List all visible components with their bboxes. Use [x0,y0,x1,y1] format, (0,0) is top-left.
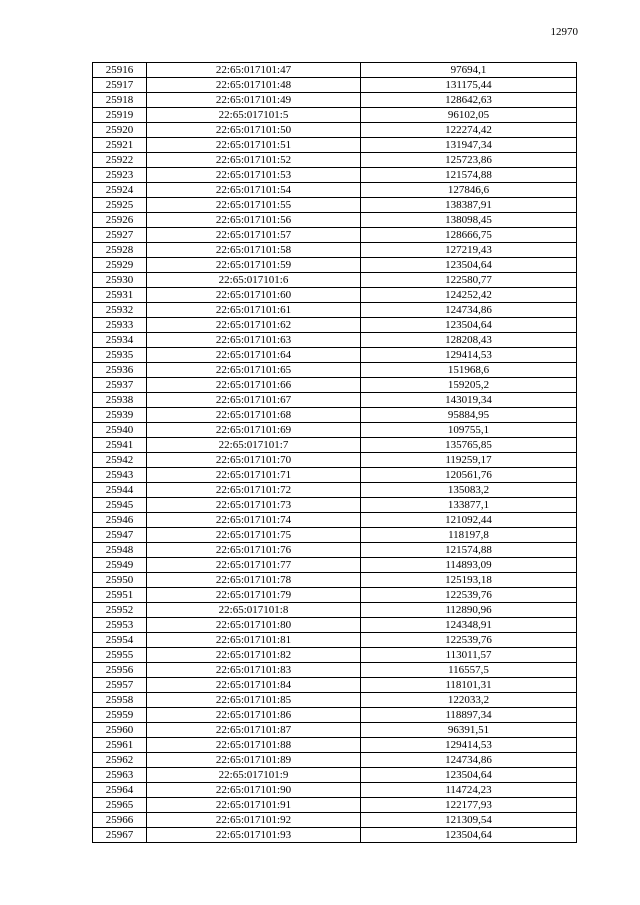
row-number-cell: 25945 [93,498,147,513]
table-row [93,63,577,78]
cadastral-number-cell: 22:65:017101:80 [147,618,361,633]
row-number-cell: 25932 [93,303,147,318]
row-number-cell: 25943 [93,468,147,483]
row-number-cell: 25948 [93,543,147,558]
table-row [93,498,577,513]
cadastral-number-cell: 22:65:017101:6 [147,273,361,288]
table-row [93,138,577,153]
row-number-cell: 25947 [93,528,147,543]
row-number-cell: 25942 [93,453,147,468]
table-row [93,723,577,738]
row-number-cell: 25920 [93,123,147,138]
table-row [93,468,577,483]
table-row [93,813,577,828]
value-cell: 123504,64 [361,828,577,843]
table-row [93,663,577,678]
table-row [93,483,577,498]
table-row [93,693,577,708]
table-row [93,753,577,768]
value-cell: 122274,42 [361,123,577,138]
table-row [93,543,577,558]
value-cell: 129414,53 [361,738,577,753]
row-number-cell: 25966 [93,813,147,828]
cadastral-number-cell: 22:65:017101:89 [147,753,361,768]
row-number-cell: 25956 [93,663,147,678]
cadastral-number-cell: 22:65:017101:78 [147,573,361,588]
row-number-cell: 25952 [93,603,147,618]
cadastral-number-cell: 22:65:017101:49 [147,93,361,108]
table-row [93,93,577,108]
value-cell: 118897,34 [361,708,577,723]
row-number-cell: 25946 [93,513,147,528]
row-number-cell: 25944 [93,483,147,498]
table-body [93,63,577,843]
cadastral-number-cell: 22:65:017101:77 [147,558,361,573]
row-number-cell: 25922 [93,153,147,168]
cadastral-number-cell: 22:65:017101:75 [147,528,361,543]
value-cell: 96391,51 [361,723,577,738]
value-cell: 97694,1 [361,63,577,78]
table-row [93,408,577,423]
cadastral-number-cell: 22:65:017101:59 [147,258,361,273]
cadastral-number-cell: 22:65:017101:51 [147,138,361,153]
cadastral-number-cell: 22:65:017101:70 [147,453,361,468]
row-number-cell: 25940 [93,423,147,438]
row-number-cell: 25959 [93,708,147,723]
table-row [93,123,577,138]
table-row [93,213,577,228]
row-number-cell: 25928 [93,243,147,258]
value-cell: 123504,64 [361,258,577,273]
row-number-cell: 25923 [93,168,147,183]
value-cell: 122033,2 [361,693,577,708]
cadastral-number-cell: 22:65:017101:55 [147,198,361,213]
value-cell: 121574,88 [361,168,577,183]
cadastral-number-cell: 22:65:017101:87 [147,723,361,738]
cadastral-number-cell: 22:65:017101:67 [147,393,361,408]
value-cell: 135083,2 [361,483,577,498]
row-number-cell: 25951 [93,588,147,603]
row-number-cell: 25938 [93,393,147,408]
row-number-cell: 25931 [93,288,147,303]
value-cell: 127846,6 [361,183,577,198]
table-row [93,153,577,168]
cadastral-number-cell: 22:65:017101:74 [147,513,361,528]
row-number-cell: 25921 [93,138,147,153]
value-cell: 128642,63 [361,93,577,108]
cadastral-number-cell: 22:65:017101:52 [147,153,361,168]
value-cell: 123504,64 [361,318,577,333]
cadastral-number-cell: 22:65:017101:72 [147,483,361,498]
table-row [93,438,577,453]
cadastral-number-cell: 22:65:017101:5 [147,108,361,123]
row-number-cell: 25936 [93,363,147,378]
table-row [93,708,577,723]
value-cell: 135765,85 [361,438,577,453]
value-cell: 125193,18 [361,573,577,588]
value-cell: 151968,6 [361,363,577,378]
table-row [93,318,577,333]
table-row [93,513,577,528]
table-row [93,528,577,543]
cadastral-number-cell: 22:65:017101:84 [147,678,361,693]
row-number-cell: 25917 [93,78,147,93]
cadastral-number-cell: 22:65:017101:9 [147,768,361,783]
data-table [92,62,577,843]
table-row [93,618,577,633]
cadastral-number-cell: 22:65:017101:71 [147,468,361,483]
table-row [93,678,577,693]
row-number-cell: 25964 [93,783,147,798]
value-cell: 114893,09 [361,558,577,573]
table-row [93,603,577,618]
value-cell: 119259,17 [361,453,577,468]
cadastral-number-cell: 22:65:017101:92 [147,813,361,828]
row-number-cell: 25960 [93,723,147,738]
value-cell: 112890,96 [361,603,577,618]
cadastral-number-cell: 22:65:017101:76 [147,543,361,558]
row-number-cell: 25950 [93,573,147,588]
value-cell: 121092,44 [361,513,577,528]
table-row [93,258,577,273]
table-row [93,768,577,783]
row-number-cell: 25939 [93,408,147,423]
value-cell: 121309,54 [361,813,577,828]
table-row [93,828,577,843]
table-row [93,393,577,408]
value-cell: 122539,76 [361,633,577,648]
row-number-cell: 25935 [93,348,147,363]
table-row [93,78,577,93]
value-cell: 124252,42 [361,288,577,303]
row-number-cell: 25934 [93,333,147,348]
table-row [93,783,577,798]
cadastral-number-cell: 22:65:017101:85 [147,693,361,708]
value-cell: 96102,05 [361,108,577,123]
cadastral-number-cell: 22:65:017101:62 [147,318,361,333]
value-cell: 122580,77 [361,273,577,288]
cadastral-number-cell: 22:65:017101:86 [147,708,361,723]
cadastral-number-cell: 22:65:017101:47 [147,63,361,78]
cadastral-number-cell: 22:65:017101:48 [147,78,361,93]
table-row [93,108,577,123]
value-cell: 131175,44 [361,78,577,93]
table-row [93,648,577,663]
value-cell: 128208,43 [361,333,577,348]
cadastral-number-cell: 22:65:017101:82 [147,648,361,663]
value-cell: 118197,8 [361,528,577,543]
row-number-cell: 25967 [93,828,147,843]
row-number-cell: 25916 [93,63,147,78]
value-cell: 118101,31 [361,678,577,693]
table-row [93,588,577,603]
table-row [93,423,577,438]
table-row [93,333,577,348]
cadastral-number-cell: 22:65:017101:61 [147,303,361,318]
value-cell: 123504,64 [361,768,577,783]
cadastral-number-cell: 22:65:017101:93 [147,828,361,843]
value-cell: 116557,5 [361,663,577,678]
row-number-cell: 25929 [93,258,147,273]
value-cell: 129414,53 [361,348,577,363]
table-row [93,183,577,198]
value-cell: 122177,93 [361,798,577,813]
row-number-cell: 25953 [93,618,147,633]
table-row [93,303,577,318]
value-cell: 131947,34 [361,138,577,153]
value-cell: 138098,45 [361,213,577,228]
row-number-cell: 25918 [93,93,147,108]
table-row [93,378,577,393]
page-number: 12970 [550,26,578,38]
cadastral-number-cell: 22:65:017101:50 [147,123,361,138]
cadastral-number-cell: 22:65:017101:8 [147,603,361,618]
cadastral-number-cell: 22:65:017101:63 [147,333,361,348]
row-number-cell: 25958 [93,693,147,708]
cadastral-number-cell: 22:65:017101:68 [147,408,361,423]
value-cell: 124734,86 [361,303,577,318]
cadastral-number-cell: 22:65:017101:69 [147,423,361,438]
cadastral-number-cell: 22:65:017101:65 [147,363,361,378]
row-number-cell: 25957 [93,678,147,693]
row-number-cell: 25919 [93,108,147,123]
value-cell: 124734,86 [361,753,577,768]
cadastral-number-cell: 22:65:017101:56 [147,213,361,228]
row-number-cell: 25963 [93,768,147,783]
table-row [93,633,577,648]
cadastral-number-cell: 22:65:017101:79 [147,588,361,603]
table-row [93,228,577,243]
value-cell: 113011,57 [361,648,577,663]
row-number-cell: 25954 [93,633,147,648]
table-row [93,288,577,303]
value-cell: 121574,88 [361,543,577,558]
cadastral-number-cell: 22:65:017101:64 [147,348,361,363]
table-row [93,363,577,378]
cadastral-number-cell: 22:65:017101:66 [147,378,361,393]
row-number-cell: 25961 [93,738,147,753]
row-number-cell: 25941 [93,438,147,453]
cadastral-number-cell: 22:65:017101:88 [147,738,361,753]
row-number-cell: 25955 [93,648,147,663]
row-number-cell: 25924 [93,183,147,198]
value-cell: 109755,1 [361,423,577,438]
row-number-cell: 25965 [93,798,147,813]
cadastral-number-cell: 22:65:017101:90 [147,783,361,798]
cadastral-number-cell: 22:65:017101:83 [147,663,361,678]
table-row [93,573,577,588]
cadastral-number-cell: 22:65:017101:81 [147,633,361,648]
value-cell: 128666,75 [361,228,577,243]
value-cell: 122539,76 [361,588,577,603]
table-row [93,738,577,753]
row-number-cell: 25930 [93,273,147,288]
table-row [93,558,577,573]
cadastral-number-cell: 22:65:017101:58 [147,243,361,258]
value-cell: 114724,23 [361,783,577,798]
value-cell: 120561,76 [361,468,577,483]
value-cell: 125723,86 [361,153,577,168]
value-cell: 159205,2 [361,378,577,393]
row-number-cell: 25925 [93,198,147,213]
cadastral-number-cell: 22:65:017101:60 [147,288,361,303]
row-number-cell: 25933 [93,318,147,333]
cadastral-number-cell: 22:65:017101:91 [147,798,361,813]
value-cell: 133877,1 [361,498,577,513]
table-row [93,273,577,288]
table-row [93,243,577,258]
table-row [93,453,577,468]
cadastral-number-cell: 22:65:017101:53 [147,168,361,183]
cadastral-number-cell: 22:65:017101:7 [147,438,361,453]
value-cell: 127219,43 [361,243,577,258]
table-row [93,198,577,213]
row-number-cell: 25926 [93,213,147,228]
table-row [93,168,577,183]
cadastral-number-cell: 22:65:017101:57 [147,228,361,243]
row-number-cell: 25949 [93,558,147,573]
value-cell: 143019,34 [361,393,577,408]
value-cell: 95884,95 [361,408,577,423]
row-number-cell: 25927 [93,228,147,243]
value-cell: 138387,91 [361,198,577,213]
value-cell: 124348,91 [361,618,577,633]
row-number-cell: 25962 [93,753,147,768]
table-row [93,348,577,363]
row-number-cell: 25937 [93,378,147,393]
table-row [93,798,577,813]
cadastral-number-cell: 22:65:017101:54 [147,183,361,198]
cadastral-number-cell: 22:65:017101:73 [147,498,361,513]
